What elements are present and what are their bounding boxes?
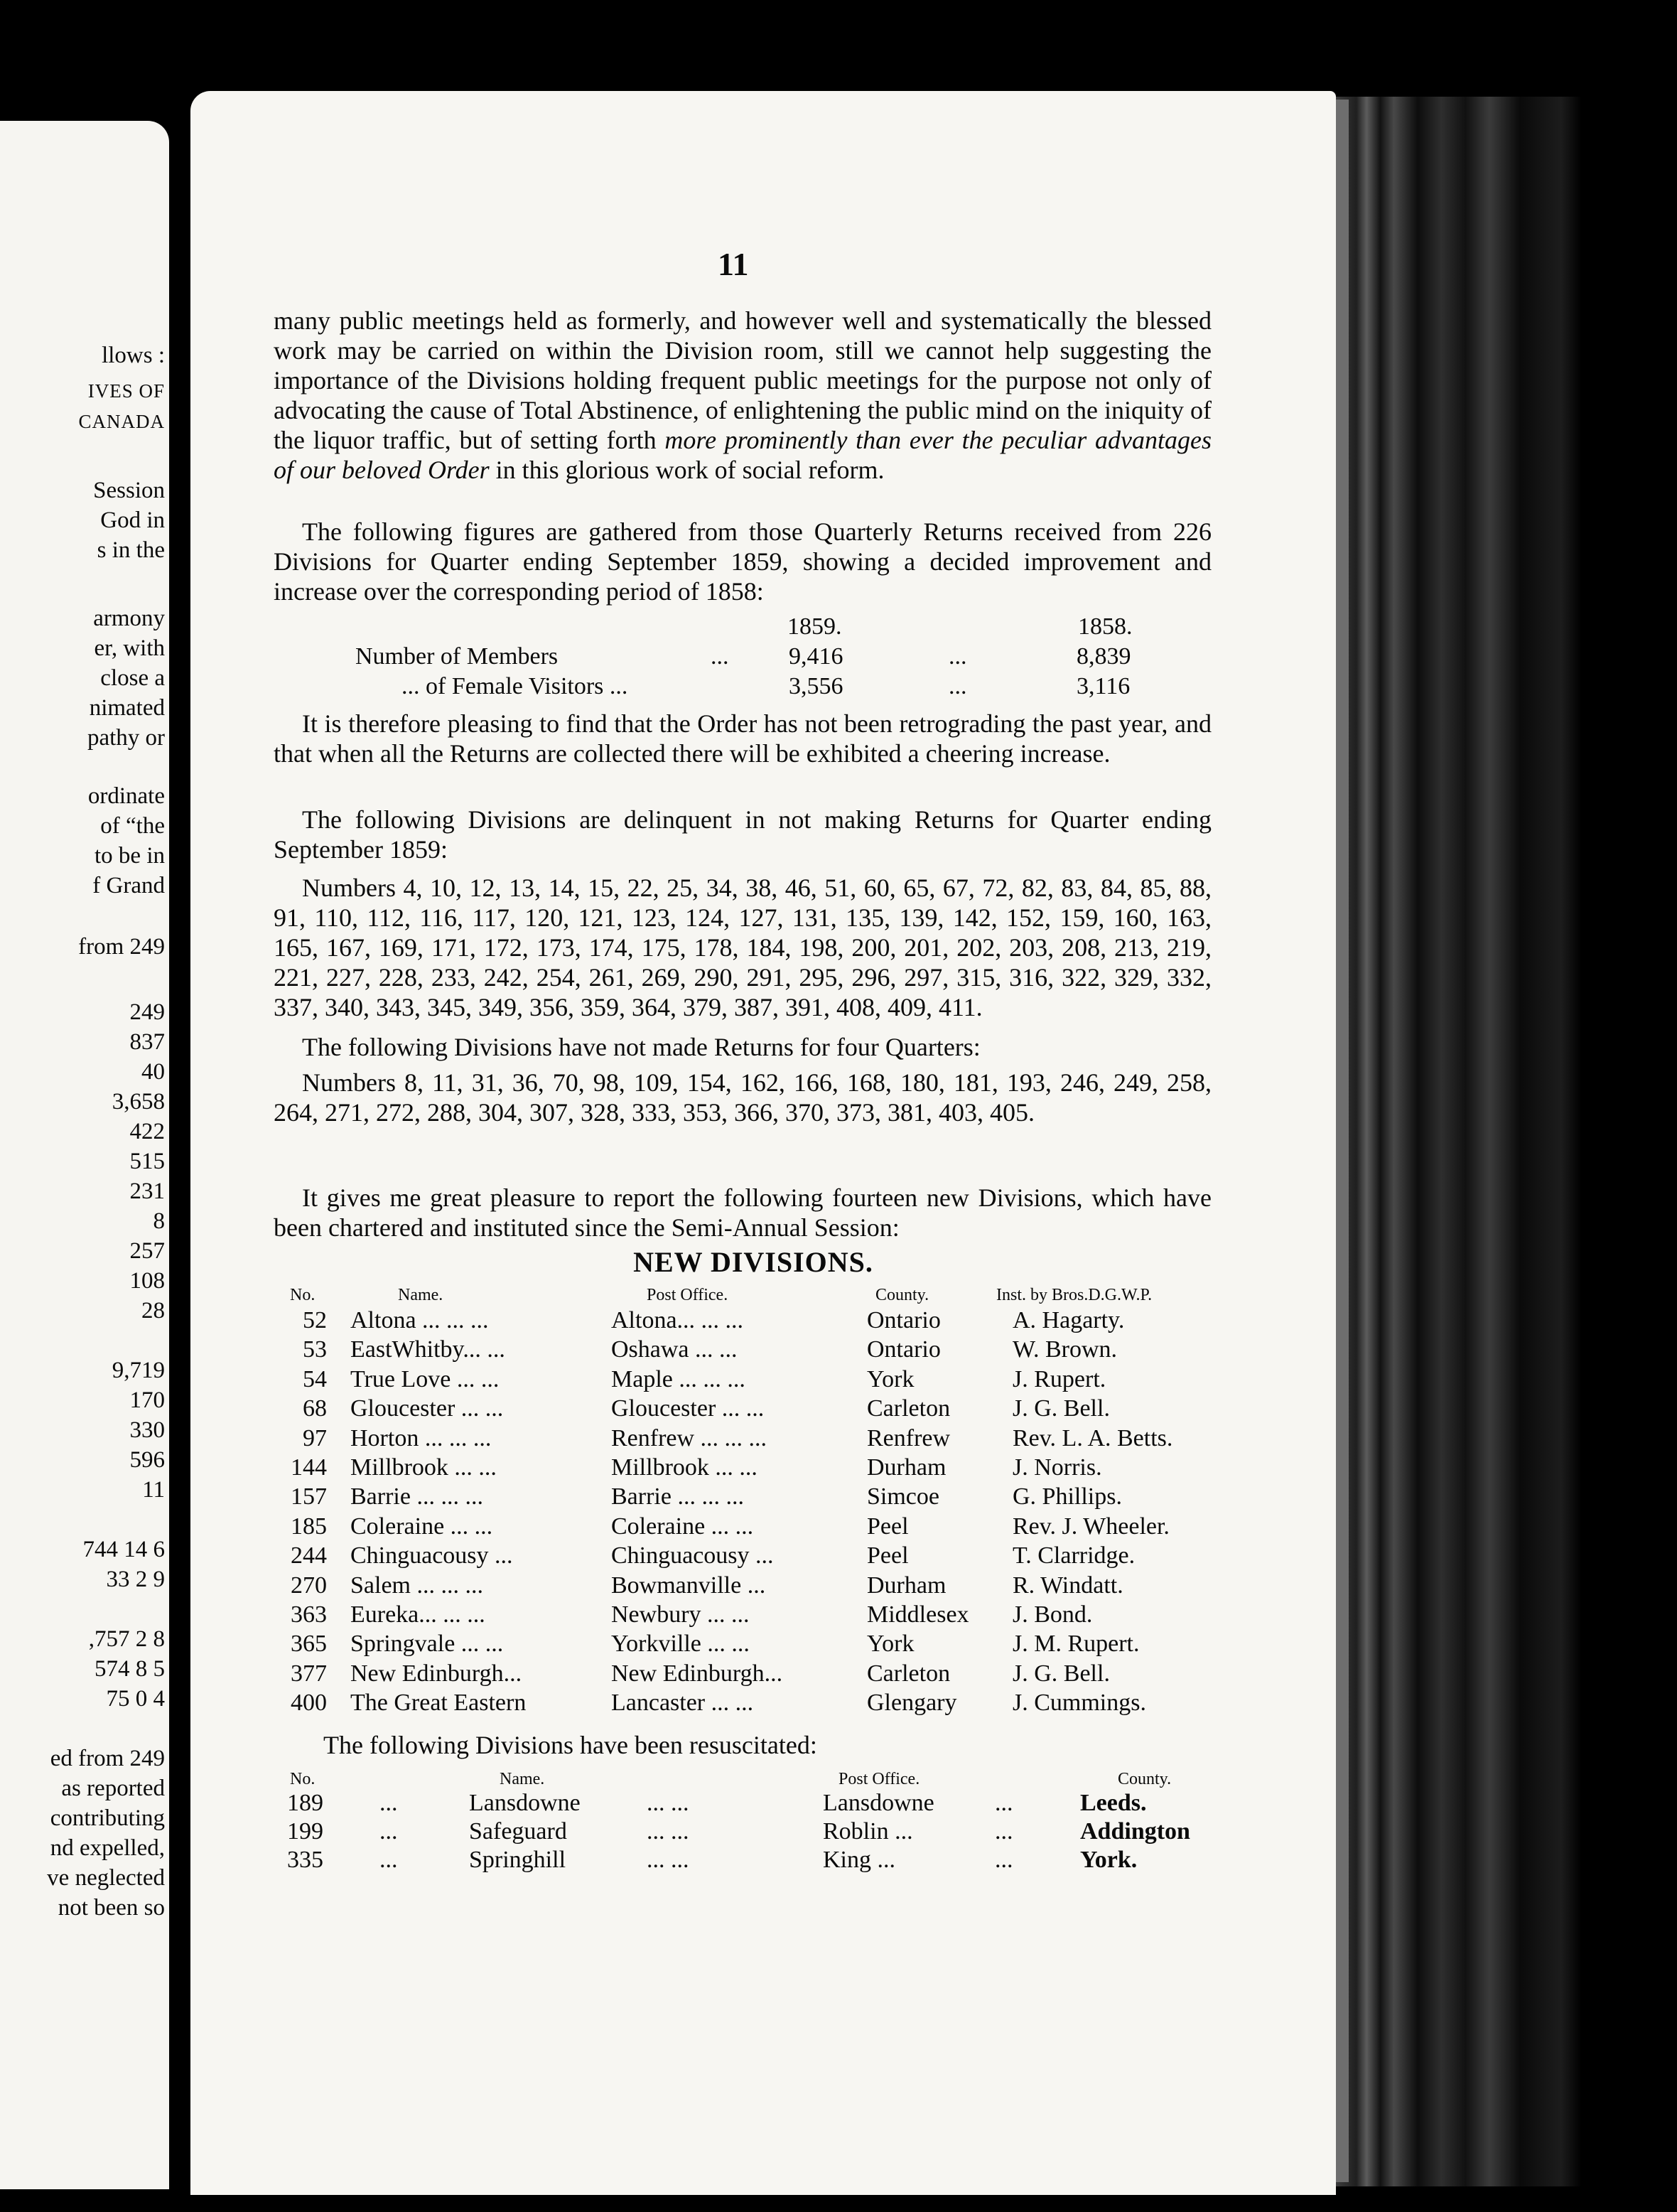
division-post-office: Lancaster ... ...: [611, 1690, 754, 1717]
division-instituted-by: J. G. Bell.: [1013, 1660, 1110, 1687]
division-instituted-by: Rev. L. A. Betts.: [1013, 1424, 1173, 1451]
division-instituted-by: R. Windatt.: [1013, 1572, 1123, 1599]
left-page-line: 9,719: [112, 1358, 165, 1383]
division-county: Ontario: [867, 1336, 941, 1363]
division-name: Safeguard: [469, 1818, 567, 1845]
division-number: 189: [287, 1790, 323, 1816]
division-post-office: Roblin ...: [823, 1818, 913, 1845]
division-name: New Edinburgh...: [350, 1660, 522, 1687]
left-page-line: pathy or: [87, 725, 165, 751]
division-instituted-by: J. Bond.: [1013, 1601, 1093, 1628]
leader-dots: ...: [379, 1847, 398, 1873]
header-post-office: Post Office.: [647, 1286, 728, 1304]
left-page-fragment: [0, 121, 169, 2189]
division-county: Addington: [1080, 1818, 1190, 1845]
division-county: Glengary: [867, 1690, 957, 1717]
division-name: Salem ... ... ...: [350, 1572, 483, 1599]
left-page-line: not been so: [58, 1895, 165, 1921]
division-instituted-by: A. Hagarty.: [1013, 1307, 1125, 1333]
new-divisions-title: NEW DIVISIONS.: [633, 1246, 873, 1278]
table-row: [0, 1572, 1677, 1601]
paragraph-public-meetings: [274, 306, 1212, 485]
paragraph-new-divisions-intro: [274, 1183, 1212, 1242]
division-name: Millbrook ... ...: [350, 1454, 497, 1481]
left-page-line: ve neglected: [47, 1865, 165, 1891]
division-name: Horton ... ... ...: [350, 1424, 492, 1451]
left-page-line: armony: [93, 606, 165, 631]
division-post-office: Maple ... ... ...: [611, 1365, 745, 1392]
division-instituted-by: W. Brown.: [1013, 1336, 1118, 1363]
table-row: [0, 1789, 1677, 1819]
table-row: [0, 1424, 1677, 1454]
left-page-line: 170: [129, 1387, 165, 1413]
table-row: [0, 1601, 1677, 1631]
leader-dots: ...: [949, 673, 967, 699]
table-row: [0, 1689, 1677, 1719]
division-post-office: Bowmanville ...: [611, 1572, 766, 1599]
leader-dots: ... ...: [647, 1847, 689, 1873]
left-page-line: f Grand: [92, 873, 165, 898]
left-page-line: ed from 249: [50, 1746, 165, 1771]
division-post-office: Gloucester ... ...: [611, 1395, 765, 1422]
division-number: 52: [303, 1307, 327, 1333]
division-post-office: Oshawa ... ...: [611, 1336, 738, 1363]
paragraph-text: The following Divisions have been resuscitated:: [323, 1731, 817, 1759]
column-year-1858: 1858.: [1078, 613, 1133, 640]
table-row: [0, 1365, 1677, 1395]
division-county: Durham: [867, 1454, 947, 1481]
left-page-line: nd expelled,: [50, 1835, 165, 1861]
division-instituted-by: J. Rupert.: [1013, 1365, 1106, 1392]
division-number: 53: [303, 1336, 327, 1363]
value-1858: 8,839: [1077, 643, 1131, 670]
division-number: 400: [291, 1690, 327, 1717]
division-county: Ontario: [867, 1307, 941, 1333]
numbers-text: Numbers 8, 11, 31, 36, 70, 98, 109, 154, 162, 166, 168, 180, 181, 193, 246, 249, 258, 264, 271, 272, 288, 304, 307, 328, 333, 353, 366, 370, 373, 381, 403, 405.: [274, 1068, 1212, 1127]
left-page-line: 249: [129, 999, 165, 1025]
table-row: [0, 1336, 1677, 1365]
division-name: Barrie ... ... ...: [350, 1483, 483, 1510]
left-page-line: 596: [129, 1447, 165, 1473]
table-row: [0, 1306, 1677, 1336]
division-county: Middlesex: [867, 1601, 969, 1628]
division-name: Eureka... ... ...: [350, 1601, 485, 1628]
division-post-office: Yorkville ... ...: [611, 1631, 750, 1658]
header-county: County.: [875, 1286, 929, 1304]
value-1858: 3,116: [1077, 673, 1131, 699]
division-county: York: [867, 1631, 915, 1658]
page-number: 11: [718, 246, 749, 282]
division-instituted-by: J. G. Bell.: [1013, 1395, 1110, 1422]
division-post-office: Lansdowne: [823, 1790, 934, 1816]
division-post-office: King ...: [823, 1847, 895, 1873]
division-county: Carleton: [867, 1660, 951, 1687]
left-page-line: God in: [100, 508, 165, 533]
leader-dots: ... ...: [647, 1818, 689, 1845]
division-number: 68: [303, 1395, 327, 1422]
four-quarters-numbers-list: [274, 1068, 1212, 1127]
table-row: [0, 1818, 1677, 1847]
division-name: Coleraine ... ...: [350, 1513, 493, 1540]
division-post-office: Millbrook ... ...: [611, 1454, 757, 1481]
left-page-line: 744 14 6: [82, 1537, 165, 1562]
members-row-label: ... of Female Visitors ...: [401, 673, 628, 699]
division-county: York.: [1080, 1847, 1138, 1873]
value-1859: 9,416: [789, 643, 843, 670]
left-page-line: 11: [142, 1477, 165, 1503]
paragraph-text: in this glorious work of social reform.: [489, 456, 885, 484]
division-number: 365: [291, 1631, 327, 1658]
left-page-line: CANADA: [78, 411, 165, 432]
left-page-line: llows :: [102, 343, 165, 368]
paragraph-pleasing: [274, 709, 1212, 768]
division-number: 185: [291, 1513, 327, 1540]
division-name: Springvale ... ...: [350, 1631, 504, 1658]
division-name: Altona ... ... ...: [350, 1307, 489, 1333]
left-page-line: s in the: [97, 537, 165, 563]
left-page-line: ordinate: [87, 783, 165, 809]
leader-dots: ...: [949, 643, 967, 670]
division-number: 157: [291, 1483, 327, 1510]
left-page-line: 422: [129, 1119, 165, 1144]
left-page-line: ,757 2 8: [88, 1626, 165, 1652]
leader-dots: ...: [379, 1818, 398, 1845]
division-name: The Great Eastern: [350, 1690, 527, 1717]
division-name: EastWhitby... ...: [350, 1336, 505, 1363]
division-county: York: [867, 1365, 915, 1392]
value-1859: 3,556: [789, 673, 843, 699]
division-number: 270: [291, 1572, 327, 1599]
table-row: [0, 1542, 1677, 1572]
paragraph-text: It gives me great pleasure to report the following fourteen new Divisions, which have been chartered and instituted since the Semi-Annual Session:: [274, 1183, 1212, 1242]
left-page-line: 330: [129, 1417, 165, 1443]
delinquent-numbers-list: [274, 873, 1212, 1022]
division-number: 363: [291, 1601, 327, 1628]
left-page-line: from 249: [78, 934, 165, 960]
division-name: Gloucester ... ...: [350, 1395, 504, 1422]
paragraph-text: many public meetings held as formerly, and however well and systematically the blessed work may be carried on within the Division room, still we cannot help suggesting the importance of the Divisions holding frequent public meetings for the purpose not only of advocating the cause of Total Abstinence, of enlightening the public mind on the iniquity of the liquor traffic, but of setting forth: [274, 306, 1212, 454]
left-page-line: as reported: [61, 1776, 165, 1801]
left-page-line: 28: [141, 1298, 165, 1324]
division-county: Renfrew: [867, 1424, 951, 1451]
header-name: Name.: [398, 1286, 443, 1304]
left-page-line: nimated: [89, 695, 165, 721]
division-number: 335: [287, 1847, 323, 1873]
division-post-office: Barrie ... ... ...: [611, 1483, 744, 1510]
left-page-line: contributing: [50, 1805, 165, 1831]
left-page-line: 33 2 9: [106, 1567, 165, 1592]
leader-dots: ...: [379, 1790, 398, 1816]
members-row-label: Number of Members: [355, 643, 559, 670]
division-instituted-by: J. Cummings.: [1013, 1690, 1146, 1717]
division-instituted-by: G. Phillips.: [1013, 1483, 1122, 1510]
division-county: Durham: [867, 1572, 947, 1599]
table-row: [0, 1630, 1677, 1660]
table-row: [0, 1513, 1677, 1542]
paragraph-text: The following figures are gathered from those Quarterly Returns received from 226 Divisions for Quarter ending September 1859, showing a decided improvement and increase over the corresponding period of 1858:: [274, 517, 1212, 606]
leader-dots: ...: [995, 1847, 1013, 1873]
left-page-line: 8: [153, 1208, 165, 1234]
division-county: Carleton: [867, 1395, 951, 1422]
division-instituted-by: J. M. Rupert.: [1013, 1631, 1140, 1658]
header-no: No.: [290, 1770, 316, 1788]
paragraph-figures-intro: [274, 517, 1212, 606]
division-post-office: Renfrew ... ... ...: [611, 1424, 767, 1451]
division-number: 199: [287, 1818, 323, 1845]
numbers-text: Numbers 4, 10, 12, 13, 14, 15, 22, 25, 34, 38, 46, 51, 60, 65, 67, 72, 82, 83, 84, 85, 88, 91, 110, 112, 116, 117, 120, 121, 123, 124, 127, 131, 135, 139, 142, 152, 159, 160, 163, 165, 167, 169, 171, 172, 173, 174, 175, 178, 184, 198, 200, 201, 202, 203, 208, 213, 219, 221, 227, 228, 233, 242, 254, 261, 269, 290, 291, 295, 296, 297, 315, 316, 322, 329, 332, 337, 340, 343, 345, 349, 356, 359, 364, 379, 387, 391, 408, 409, 411.: [274, 874, 1212, 1021]
paragraph-resuscitated-intro: [323, 1730, 1176, 1760]
left-page-line: 231: [129, 1179, 165, 1204]
left-page-line: Session: [93, 478, 165, 503]
header-county: County.: [1118, 1770, 1172, 1788]
paragraph-four-quarters-intro: [274, 1032, 1212, 1062]
division-county: Leeds.: [1080, 1790, 1147, 1816]
division-instituted-by: Rev. J. Wheeler.: [1013, 1513, 1170, 1540]
left-page-line: 40: [141, 1059, 165, 1085]
division-name: Springhill: [469, 1847, 566, 1873]
division-post-office: Altona... ... ...: [611, 1307, 744, 1333]
division-name: Chinguacousy ...: [350, 1542, 513, 1569]
left-page-line: 108: [129, 1268, 165, 1294]
division-number: 97: [303, 1424, 327, 1451]
division-post-office: New Edinburgh...: [611, 1660, 783, 1687]
division-number: 54: [303, 1365, 327, 1392]
left-page-line: to be in: [95, 843, 165, 869]
left-page-line: er, with: [94, 635, 165, 661]
left-page-line: 3,658: [112, 1089, 165, 1115]
left-page-line: IVES OF: [87, 380, 165, 402]
left-page-line: 837: [129, 1029, 165, 1055]
left-page-line: 75 0 4: [106, 1686, 165, 1712]
division-county: Peel: [867, 1513, 909, 1540]
paragraph-text: The following Divisions are delinquent in not making Returns for Quarter ending September 1859:: [274, 805, 1212, 864]
paragraph-delinquent-intro: [274, 805, 1212, 864]
leader-dots: ...: [995, 1818, 1013, 1845]
left-page-line: 515: [129, 1149, 165, 1174]
table-row: [0, 1660, 1677, 1690]
left-page-line: 574 8 5: [95, 1656, 165, 1682]
table-row: [0, 1395, 1677, 1424]
division-instituted-by: T. Clarridge.: [1013, 1542, 1136, 1569]
division-number: 144: [291, 1454, 327, 1481]
division-number: 377: [291, 1660, 327, 1687]
table-row: [0, 1454, 1677, 1483]
paragraph-text: It is therefore pleasing to find that the Order has not been retrograding the past year, and that when all the Returns are collected there will be exhibited a cheering increase.: [274, 709, 1212, 768]
table-row: [0, 1483, 1677, 1513]
column-year-1859: 1859.: [787, 613, 842, 640]
division-post-office: Coleraine ... ...: [611, 1513, 754, 1540]
table-row: [0, 1846, 1677, 1876]
left-page-line: close a: [100, 665, 165, 691]
division-county: Simcoe: [867, 1483, 939, 1510]
division-number: 244: [291, 1542, 327, 1569]
division-name: True Love ... ...: [350, 1365, 500, 1392]
italic-text: more prominently than ever the peculiar advantages of our beloved Order: [274, 426, 1212, 484]
header-name: Name.: [500, 1770, 545, 1788]
header-post-office: Post Office.: [838, 1770, 920, 1788]
division-instituted-by: J. Norris.: [1013, 1454, 1102, 1481]
leader-dots: ...: [995, 1790, 1013, 1816]
left-page-line: 257: [129, 1238, 165, 1264]
header-instituted-by: Inst. by Bros.D.G.W.P.: [996, 1286, 1153, 1304]
header-no: No.: [290, 1286, 316, 1304]
paragraph-text: The following Divisions have not made Returns for four Quarters:: [302, 1033, 981, 1061]
leader-dots: ...: [711, 643, 729, 670]
leader-dots: ... ...: [647, 1790, 689, 1816]
division-post-office: Chinguacousy ...: [611, 1542, 774, 1569]
division-county: Peel: [867, 1542, 909, 1569]
division-name: Lansdowne: [469, 1790, 581, 1816]
division-post-office: Newbury ... ...: [611, 1601, 750, 1628]
left-page-line: of “the: [100, 813, 165, 839]
